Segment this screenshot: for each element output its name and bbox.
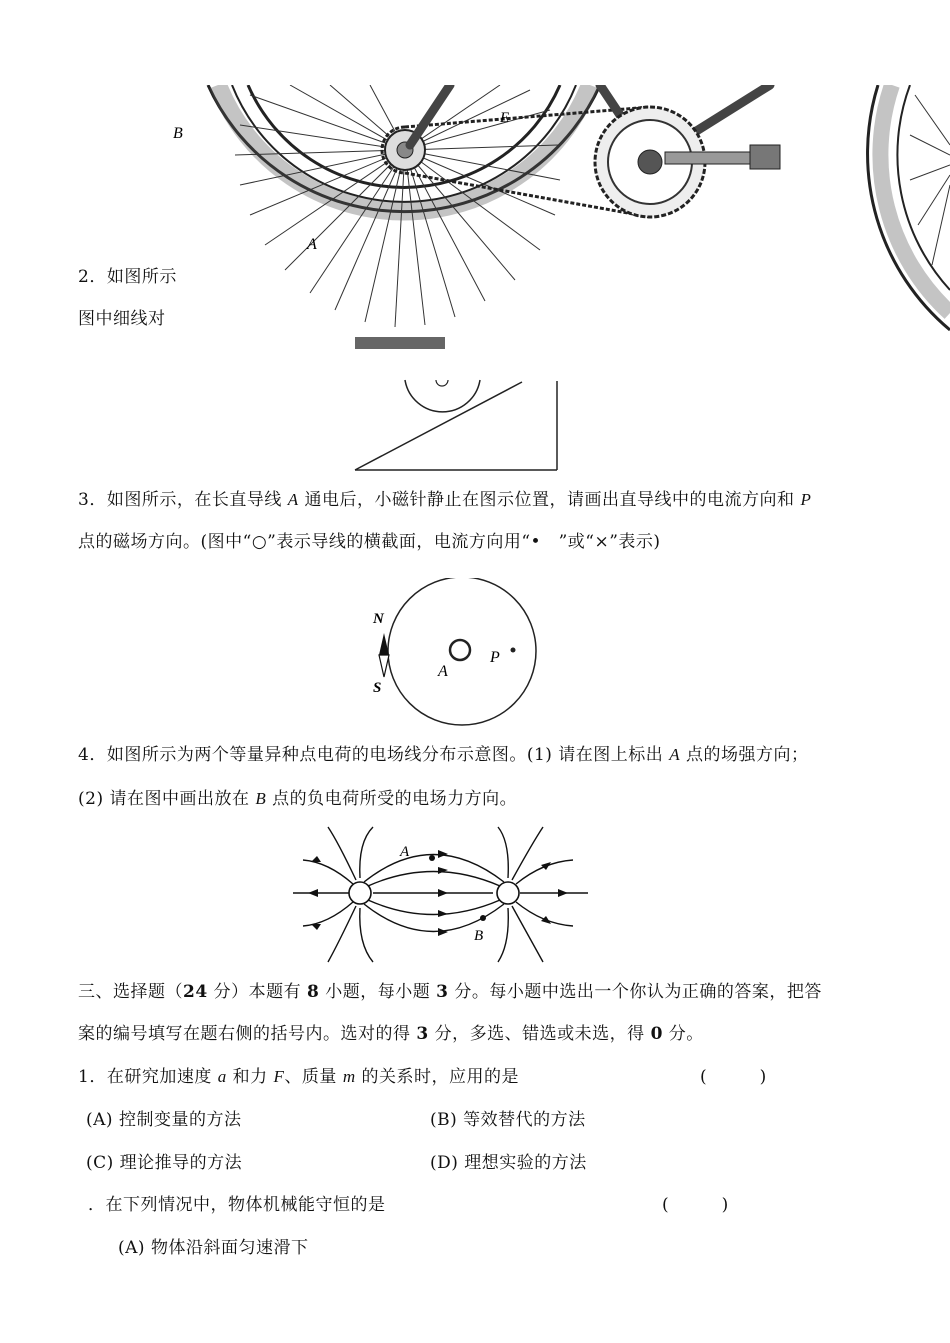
- svg-text:S: S: [373, 680, 382, 696]
- label-B: B: [173, 125, 183, 142]
- q3-line2: 点的磁场方向。(图中“○”表示导线的横截面，电流方向用“• ”或“×”表示): [78, 532, 661, 552]
- label-E: E: [500, 110, 510, 126]
- point-P: [511, 648, 516, 653]
- q2-line2: 图中细线对: [78, 309, 166, 329]
- field-lines-figure: [288, 822, 593, 967]
- c1-option-c: (C) 理论推导的方法: [86, 1153, 243, 1173]
- point-B: [480, 915, 486, 921]
- c1-stem: 1．在研究加速度 a 和力 F、质量 m 的关系时，应用的是: [78, 1067, 520, 1087]
- point-A: [429, 855, 435, 861]
- c1-option-d: (D) 理想实验的方法: [430, 1153, 587, 1173]
- c1-answer-bracket[interactable]: ( ): [700, 1067, 767, 1087]
- incline-figure: [350, 378, 565, 478]
- c2-answer-bracket[interactable]: ( ): [662, 1195, 729, 1215]
- sec3-line2: 案的编号填写在题右侧的括号内。选对的得 3 分，多选、错选或未选，得 0 分。: [78, 1024, 704, 1044]
- chainring: [595, 107, 780, 217]
- svg-text:N: N: [373, 611, 384, 627]
- q4-line2: (2) 请在图中画出放在 B 点的负电荷所受的电场力方向。: [78, 789, 518, 809]
- rear-wheel: [208, 85, 600, 349]
- c2-stem: ．在下列情况中，物体机械能守恒的是: [88, 1195, 386, 1215]
- compass-needle: [379, 633, 389, 677]
- wire-compass-figure: [362, 578, 552, 728]
- label-A: A: [307, 236, 317, 253]
- q4-line1: 4．如图所示为两个等量异种点电荷的电场线分布示意图。(1) 请在图上标出 A 点的场强方向；: [78, 745, 809, 765]
- wire-cross-section: [450, 640, 470, 660]
- svg-text:B: B: [474, 928, 484, 944]
- svg-text:P: P: [490, 649, 500, 666]
- svg-text:A: A: [438, 663, 448, 680]
- c1-option-b: (B) 等效替代的方法: [430, 1110, 586, 1130]
- front-wheel: [868, 85, 950, 330]
- c1-option-a: (A) 控制变量的方法: [86, 1110, 242, 1130]
- q3-line1: 3．如图所示，在长直导线 A 通电后，小磁针静止在图示位置，请画出直导线中的电流方向和 P: [78, 490, 812, 510]
- sec3-line1: 三、选择题（24 分）本题有 8 小题，每小题 3 分。每小题中选出一个你认为正确的答案，把答: [78, 982, 822, 1002]
- q2-line1: 2．如图所示: [78, 267, 177, 287]
- c2-option-a: (A) 物体沿斜面匀速滑下: [118, 1238, 309, 1258]
- bicycle-figure: [170, 85, 950, 355]
- svg-text:A: A: [400, 844, 410, 860]
